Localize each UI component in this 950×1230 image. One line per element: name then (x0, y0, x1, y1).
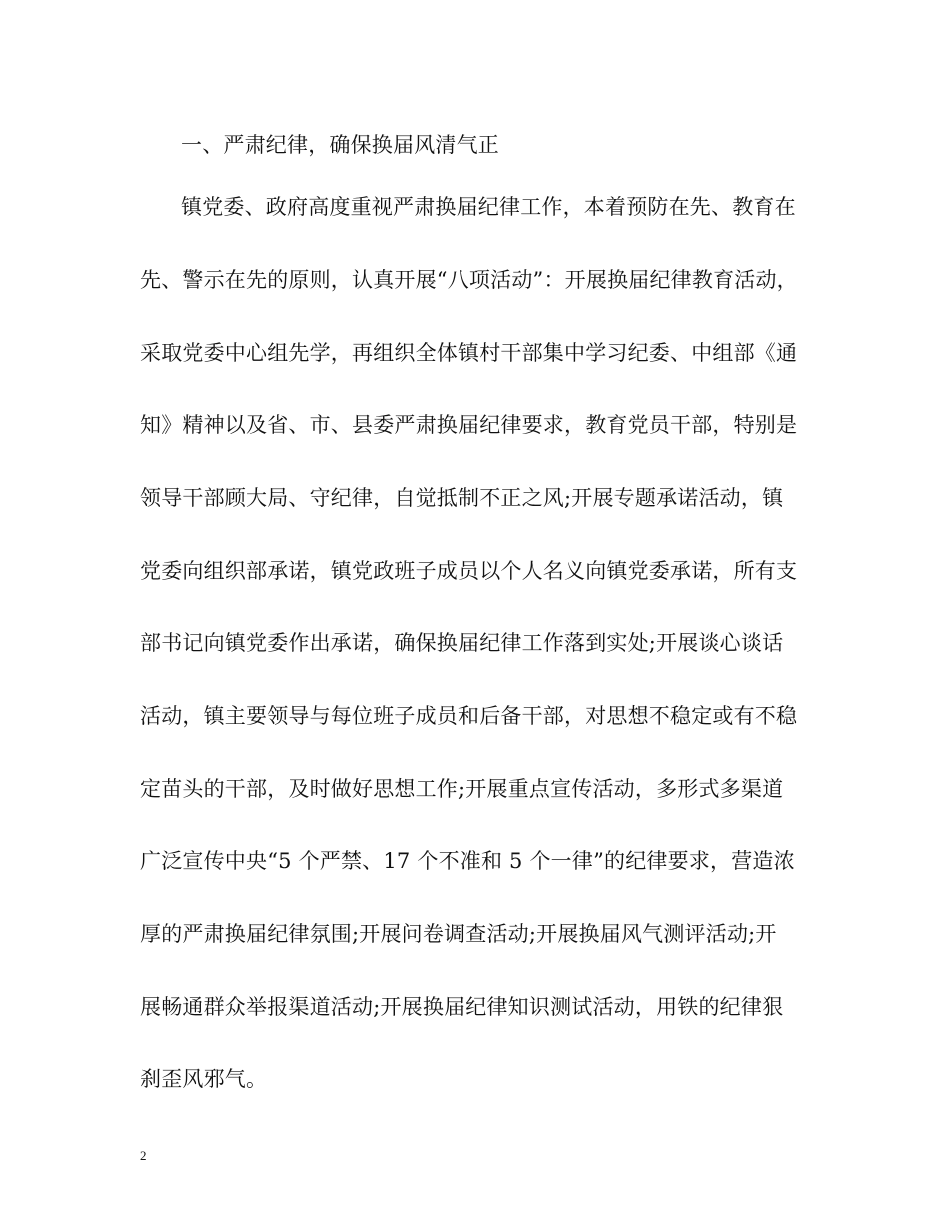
paragraph-line: 广泛宣传中央“5 个严禁、17 个不准和 5 个一律”的纪律要求，营造浓 (140, 849, 795, 873)
paragraph-line: 先、警示在先的原则，认真开展“八项活动”：开展换届纪律教育活动， (140, 268, 798, 292)
paragraph-line: 厚的严肃换届纪律氛围;开展问卷调查活动;开展换届风气测评活动;开 (140, 922, 777, 946)
section-heading: 一、严肃纪律，确保换届风清气正 (181, 133, 499, 157)
paragraph-line: 采取党委中心组先学，再组织全体镇村干部集中学习纪委、中组部《通 (140, 341, 798, 365)
paragraph-line: 展畅通群众举报渠道活动;开展换届纪律知识测试活动，用铁的纪律狠 (140, 995, 784, 1019)
paragraph-line: 知》精神以及省、市、县委严肃换届纪律要求，教育党员干部，特别是 (140, 413, 798, 437)
paragraph-line: 定苗头的干部，及时做好思想工作;开展重点宣传活动，多形式多渠道 (140, 777, 784, 801)
paragraph-line: 活动，镇主要领导与每位班子成员和后备干部，对思想不稳定或有不稳 (140, 704, 798, 728)
page-number: 2 (140, 1148, 147, 1163)
paragraph-line: 刹歪风邪气。 (140, 1067, 268, 1091)
paragraph-line: 党委向组织部承诺，镇党政班子成员以个人名义向镇党委承诺，所有支 (140, 559, 798, 583)
paragraph-line: 领导干部顾大局、守纪律，自觉抵制不正之风;开展专题承诺活动，镇 (140, 486, 784, 510)
paragraph-line: 部书记向镇党委作出承诺，确保换届纪律工作落到实处;开展谈心谈话 (140, 631, 784, 655)
paragraph-line: 镇党委、政府高度重视严肃换届纪律工作，本着预防在先、教育在 (181, 195, 796, 219)
